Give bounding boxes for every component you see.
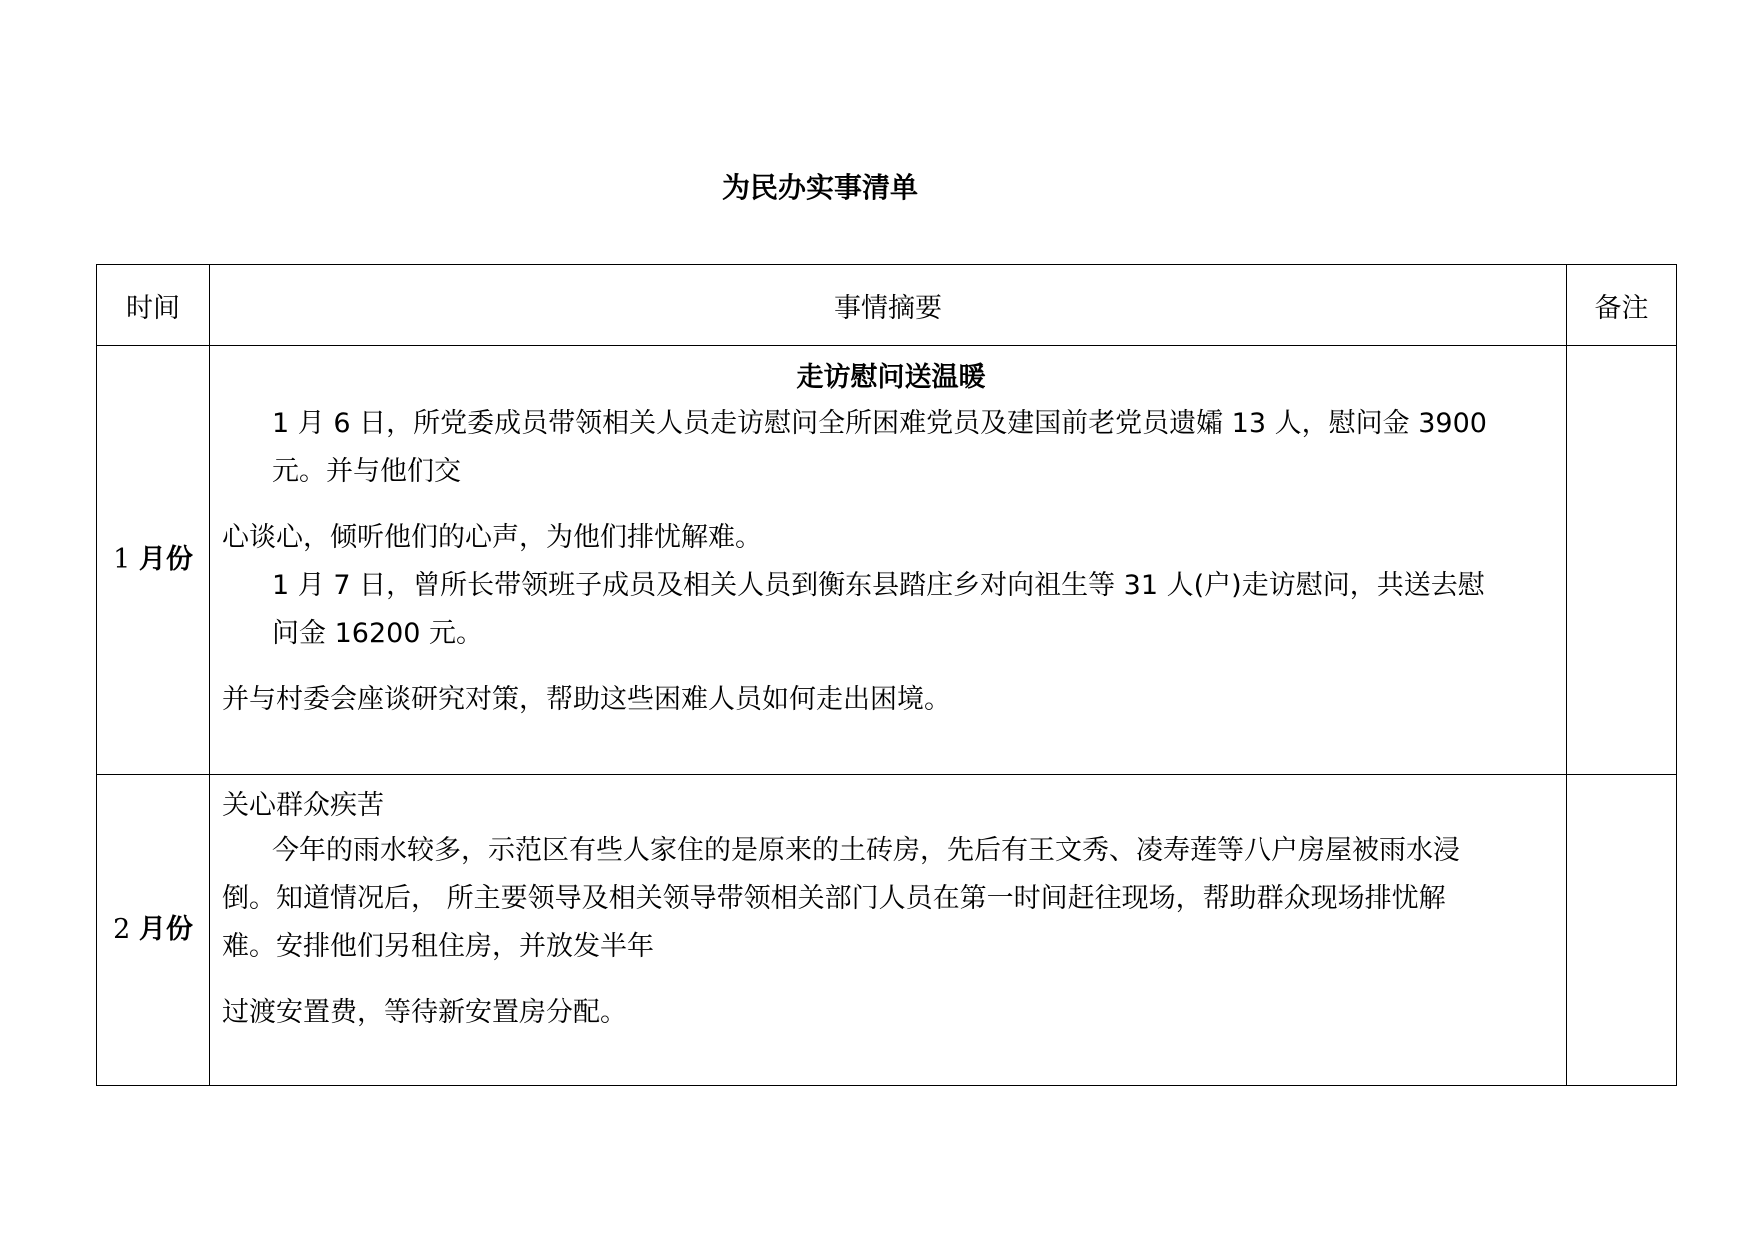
entry-text-line: 1 月 6 日，所党委成员带领相关人员走访慰问全所困难党员及建国前老党员遗孀 13 人，慰问金 3900 — [272, 408, 1487, 439]
page-title: 为民办实事清单 — [721, 171, 918, 204]
entry-text-line: 过渡安置费，等待新安置房分配。 — [222, 997, 627, 1028]
entry-subtitle: 关心群众疾苦 — [222, 790, 384, 821]
entry-text-line: 今年的雨水较多，示范区有些人家住的是原来的土砖房，先后有王文秀、凌寿莲等八户房屋被雨水浸 — [272, 835, 1460, 866]
summary-cell — [210, 775, 1567, 1086]
entry-text-line: 倒。知道情况后， 所主要领导及相关领导带领相关部门人员在第一时间赶往现场，帮助群众现场排忧解 — [222, 883, 1446, 914]
entry-text-line: 1 月 7 日，曾所长带领班子成员及相关人员到衡东县踏庄乡对向祖生等 31 人(户)走访慰问，共送去慰 — [272, 570, 1485, 601]
table-row — [97, 775, 1677, 1086]
entry-text-line: 心谈心，倾听他们的心声，为他们排忧解难。 — [222, 522, 762, 553]
month-cell — [97, 775, 210, 1086]
task-table — [96, 264, 1677, 1086]
header-time: 时间 — [97, 265, 210, 346]
entry-text-line: 元。并与他们交 — [272, 456, 461, 487]
entry-text-line: 问金 16200 元。 — [272, 618, 484, 649]
month-number: 1 — [113, 544, 131, 575]
entry-subtitle: 走访慰问送温暖 — [796, 362, 986, 393]
month-unit: 月份 — [138, 544, 193, 575]
note-cell — [1567, 346, 1677, 775]
entry-text-line: 并与村委会座谈研究对策，帮助这些困难人员如何走出困境。 — [222, 684, 951, 715]
month-unit: 月份 — [138, 914, 193, 945]
month-number: 2 — [113, 914, 131, 945]
table-row — [97, 346, 1677, 775]
table-header-row — [97, 265, 1677, 346]
note-cell — [1567, 775, 1677, 1086]
header-summary: 事情摘要 — [210, 265, 1567, 346]
summary-cell — [210, 346, 1567, 775]
header-note: 备注 — [1567, 265, 1677, 346]
entry-text-line: 难。安排他们另租住房，并放发半年 — [222, 931, 654, 962]
month-cell — [97, 346, 210, 775]
